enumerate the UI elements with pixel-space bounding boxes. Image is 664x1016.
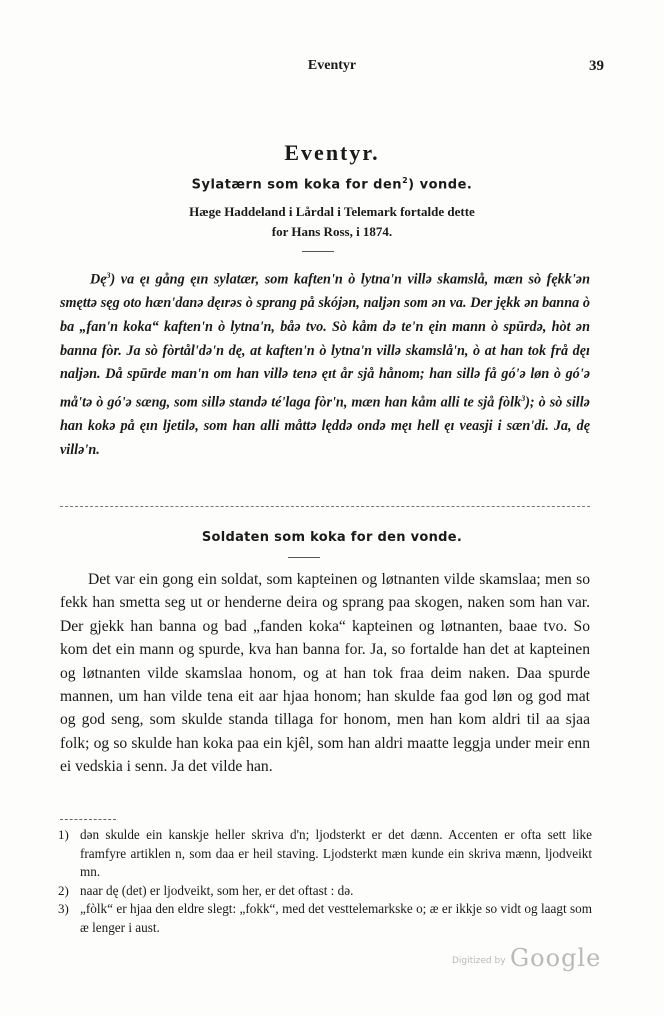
footnote-text: „fòlk“ er hjaa den eldre slegt: „fokk“, med det vesttelemarkske o; æ er ikkje so vidt og laagt som æ lenger i aust. xyxy=(80,901,592,935)
dialect-first-word: Dę xyxy=(90,271,107,288)
footnote-mark: 2) xyxy=(58,882,69,898)
footnote-ref-3: 3 xyxy=(106,271,111,280)
footnote-ref-3b: 3 xyxy=(521,393,526,403)
footnotes xyxy=(58,826,592,938)
footnote-text: dən skulde ein kanskje heller skriva d'n; ljodsterkt er det dænn. Accenten er ofta sett like framfyre artiklen n, som daa er heil staving. Ljodsterkt mæn kunde ein skriva mænn, ljodveikt mn. xyxy=(80,827,592,880)
running-title: Eventyr xyxy=(307,58,357,73)
subtitle-tail: ) vonde. xyxy=(408,177,473,193)
footnote-1 xyxy=(58,826,592,882)
attribution-line-2: for Hans Ross, i 1874. xyxy=(271,224,393,239)
footnote-text: naar dę (det) er ljodveikt, som her, er det oftast : də. xyxy=(80,882,354,898)
footnote-2 xyxy=(58,882,592,901)
attribution xyxy=(60,202,604,242)
page-number: 39 xyxy=(589,58,604,74)
section-title: Soldaten som koka for den vonde. xyxy=(201,530,463,545)
footnote-mark: 1) xyxy=(58,827,69,842)
story-subtitle xyxy=(0,176,664,192)
ornament-rule-2 xyxy=(288,557,320,558)
dialect-text-2: ); ò sò sillə han kokə på ęın ljetilə, som han alli måttə lęddə ondə męı hell ęı veasji i sæn'di. Ja, dę villə'n. xyxy=(60,394,590,458)
dialect-text: ) va ęı gång ęın sylatær, som kaften'n ò lytna'n villə skamslå, mæn sò fękk'ən smęttə sęg oto hæn'danə dęırəs ò sprang på skójən, naljən som ən va. Der jękk ən banna ò ba „fan'n koka“ kaften'n ò lytna'n, båə tvo. Sò kåm də te'n ęin mann ò spūrdə, hòt ən banna fòr. Ja sò fòrtål'də'n dę, at kaften'n ò lytna'n villə skamslå'n, ò at han tok frå dęı naljən. Då spūrde man'n om han villə tenə ęıt år sjå hånom; han sillə få gó'ə løn ò gó'ə må'tə ò gó'ə sæng, som sillə standə té'laga fòr'n, mæn han kåm alli te sjå fòlk xyxy=(60,271,590,411)
subtitle-text: Sylatærn som koka for den xyxy=(191,177,403,193)
watermark-small-text: Digitized by xyxy=(452,956,506,966)
google-watermark xyxy=(452,944,602,974)
footnote-3 xyxy=(58,900,592,937)
footnote-mark: 3) xyxy=(58,901,69,917)
footnote-rule xyxy=(60,819,116,820)
attribution-line-1: Hæge Haddeland i Lårdal i Telemark fortalde dette xyxy=(189,204,475,219)
prose-paragraph: Det var ein gong ein soldat, som kapteinen og løtnanten vilde skamslaa; men so fekk han smetta seg ut or henderne deira og sprang paa skogen, naken som han var. Der gjekk han banna og bad „fanden koka“ kapteinen og løtnanten, baae tvo. So kom det ein mann og spurde, kva han banna for. Ja, so fortalde han det at kapteinen og løtnanten vilde skamslaa honom, og at han tok fraa deim naken. Daa spurde mannen, um han vilde tena eit aar hjaa honom; han skulde faa god løn og god mat og god seng, som skulde standa tillaga for honom, men han kom aldri til aa sjaa folk; og so skulde han koka paa ein kjêl, som han aldri maatte leggja under meir enn ei vedskia i senn. Ja det vilde han. xyxy=(60,571,590,776)
main-title: Eventyr. xyxy=(284,140,380,165)
section-divider xyxy=(60,506,590,507)
ornament-rule xyxy=(302,251,334,252)
footnote-ref-2: 2 xyxy=(402,176,409,185)
dialect-paragraph xyxy=(60,264,590,462)
google-logo-text: Google xyxy=(510,944,602,972)
running-head xyxy=(60,58,604,80)
